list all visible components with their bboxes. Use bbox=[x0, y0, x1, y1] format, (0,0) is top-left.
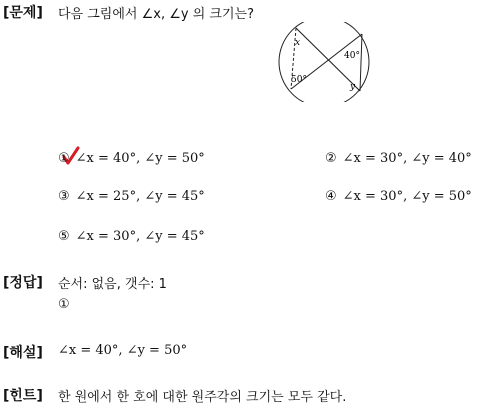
option-4-number: ④ bbox=[325, 189, 337, 204]
option-5-number: ⑤ bbox=[58, 229, 70, 244]
option-3[interactable] bbox=[58, 189, 205, 204]
explanation-label: [해설] bbox=[3, 345, 43, 361]
option-5[interactable] bbox=[58, 229, 205, 244]
option-3-number: ③ bbox=[58, 189, 70, 204]
circle-figure bbox=[278, 22, 373, 102]
circle-outline bbox=[279, 22, 369, 102]
option-1-text: ∠x = 40°, ∠y = 50° bbox=[75, 151, 205, 166]
answer-value: ① bbox=[58, 297, 70, 312]
question-label: [문제] bbox=[3, 5, 43, 21]
angle-40-label: 40° bbox=[344, 51, 360, 61]
angle-50-label: 50° bbox=[291, 75, 307, 85]
explanation-text: ∠x = 40°, ∠y = 50° bbox=[58, 343, 188, 358]
hint-text: 한 원에서 한 호에 대한 원주각의 크기는 모두 같다. bbox=[58, 390, 347, 405]
option-2[interactable] bbox=[325, 151, 472, 166]
option-4-text: ∠x = 30°, ∠y = 50° bbox=[342, 189, 472, 204]
option-2-number: ② bbox=[325, 151, 337, 166]
chord-right bbox=[360, 34, 362, 91]
answer-order-count: 순서: 없음, 갯수: 1 bbox=[58, 277, 167, 292]
option-1[interactable] bbox=[58, 151, 205, 166]
angle-y-label: y bbox=[350, 82, 356, 92]
option-5-text: ∠x = 30°, ∠y = 45° bbox=[75, 229, 205, 244]
option-2-text: ∠x = 30°, ∠y = 40° bbox=[342, 151, 472, 166]
hint-label: [힌트] bbox=[3, 388, 43, 404]
answer-label: [정답] bbox=[3, 275, 43, 291]
option-4[interactable] bbox=[325, 189, 472, 204]
option-3-text: ∠x = 25°, ∠y = 45° bbox=[75, 189, 205, 204]
question-stem: 다음 그림에서 ∠x, ∠y 의 크기는? bbox=[58, 7, 254, 22]
option-1-number: ① bbox=[58, 151, 70, 166]
angle-x-label: x bbox=[295, 38, 301, 48]
